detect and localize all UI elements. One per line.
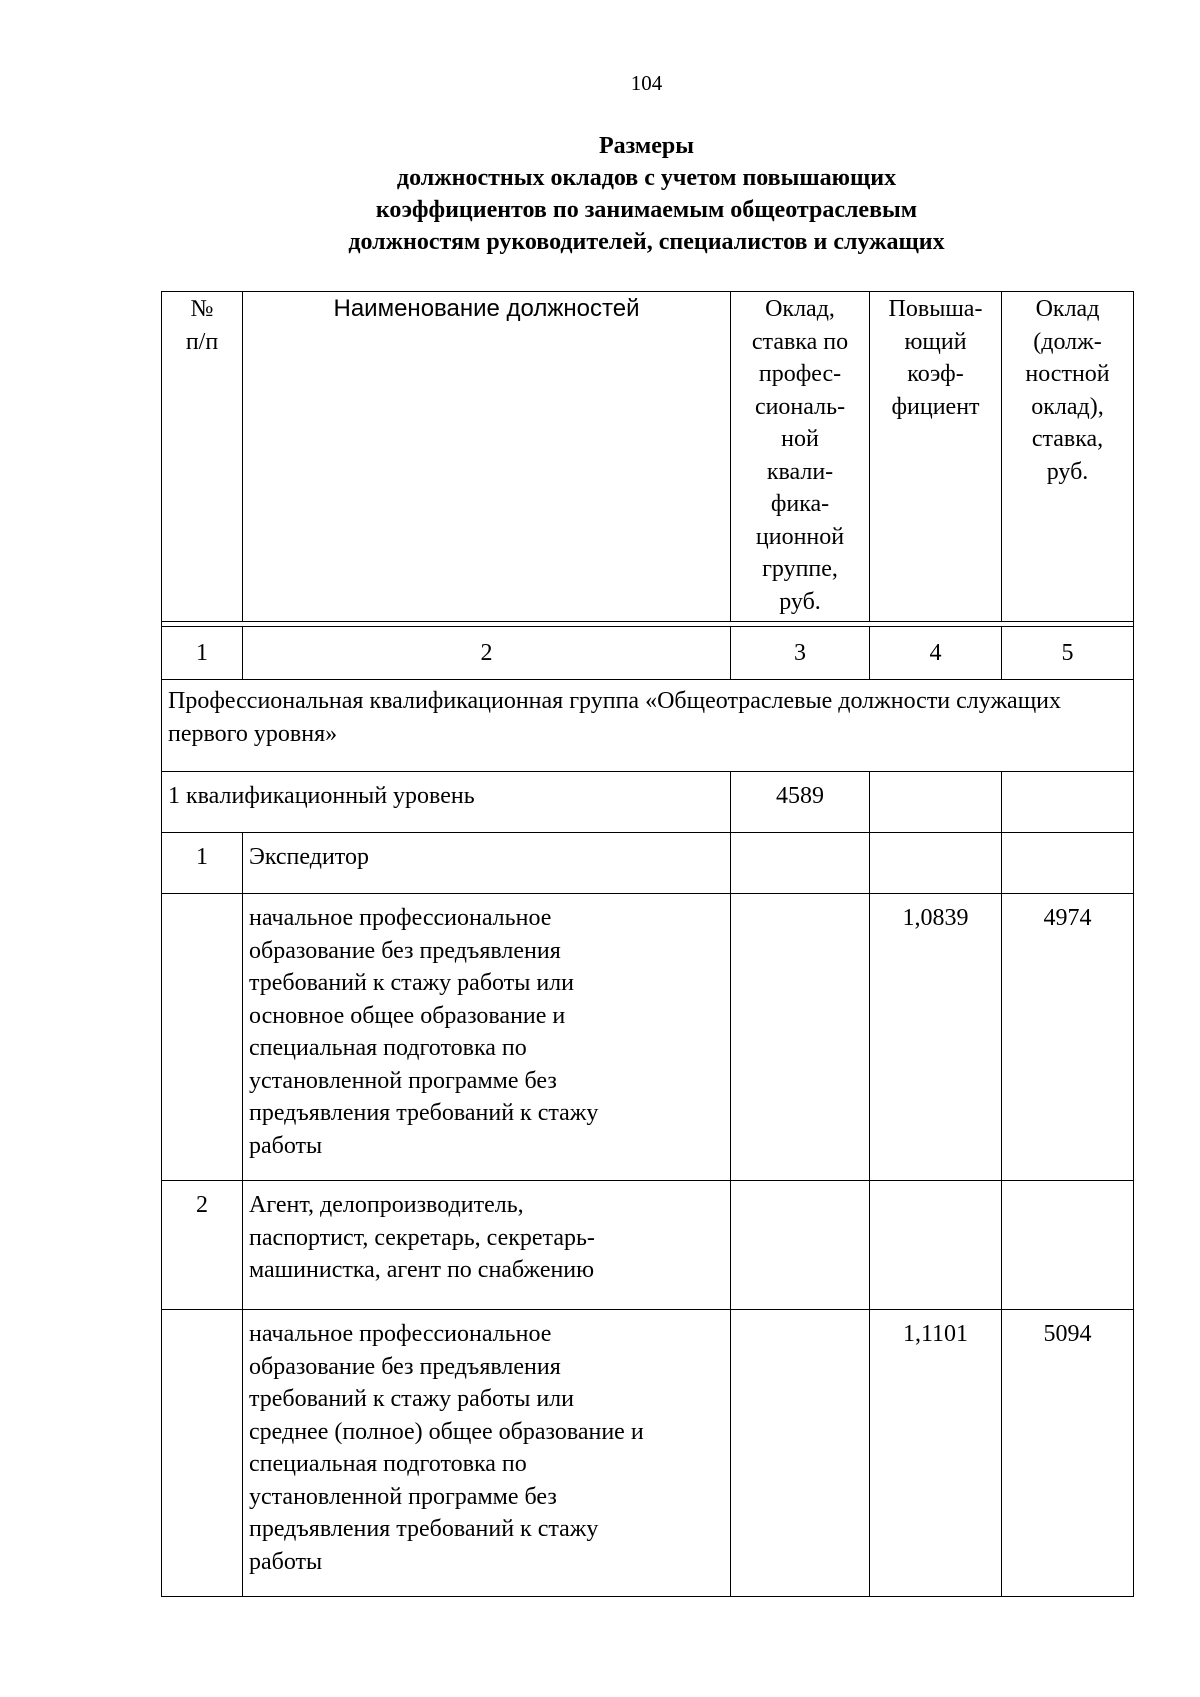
- header-line: квали-: [766, 458, 834, 485]
- position-name: [243, 1181, 731, 1310]
- header-line: группе,: [762, 556, 838, 582]
- requirement-line: предъявления требований к стажу: [249, 1100, 599, 1126]
- requirement-line: специальная подготовка по: [249, 1451, 527, 1477]
- position-final-salary: 5094: [1002, 1310, 1134, 1597]
- requirement-line: требований к стажу работы или: [249, 970, 574, 996]
- table-row: [162, 1310, 1134, 1597]
- empty-cell: [731, 1181, 870, 1310]
- empty-cell: [731, 894, 870, 1181]
- header-salary: [731, 292, 870, 622]
- empty-cell: [162, 894, 243, 1181]
- requirement-line: основное общее образование и: [249, 1002, 566, 1029]
- header-line: ставка,: [1031, 426, 1104, 452]
- header-line: руб.: [779, 588, 821, 615]
- header-line: руб.: [1046, 458, 1089, 485]
- column-number: 2: [243, 627, 731, 680]
- header-line: ставка по: [751, 328, 849, 355]
- header-name: Наименование должностей: [243, 292, 731, 622]
- header-line: сиональ-: [754, 393, 846, 420]
- position-name: Экспедитор: [243, 833, 731, 894]
- header-line: Оклад,: [765, 296, 835, 322]
- header-num: [162, 292, 243, 622]
- position-requirement: [243, 1310, 731, 1597]
- header-line: №: [190, 296, 214, 322]
- requirement-line: начальное профессиональное: [249, 1321, 552, 1347]
- empty-cell: [1002, 1181, 1134, 1310]
- level-label: 1 квалификационный уровень: [162, 772, 731, 833]
- level-salary: 4589: [731, 772, 870, 833]
- title-line: должностных окладов с учетом повышающих: [396, 165, 897, 191]
- header-line: ющий: [904, 328, 967, 355]
- title-line: Размеры: [598, 133, 695, 159]
- requirement-line: работы: [249, 1132, 323, 1159]
- title-line: должностям руководителей, специалистов и служащих: [348, 229, 945, 255]
- header-line: ционной: [755, 523, 845, 550]
- empty-cell: [731, 1310, 870, 1597]
- name-line: Агент, делопроизводитель,: [249, 1192, 524, 1218]
- header-line: (долж-: [1033, 328, 1102, 355]
- column-number: 3: [731, 627, 870, 680]
- requirement-line: специальная подготовка по: [249, 1035, 527, 1061]
- empty-cell: [1002, 833, 1134, 894]
- table-row: [162, 833, 1134, 894]
- header-line: ностной: [1025, 361, 1110, 387]
- position-requirement: [243, 894, 731, 1181]
- position-coefficient: 1,1101: [870, 1310, 1002, 1597]
- empty-cell: [731, 833, 870, 894]
- header-line: Повыша-: [888, 296, 983, 322]
- title-line: коэффициентов по занимаемым общеотраслевым: [375, 197, 918, 223]
- name-line: машинистка, агент по снабжению: [249, 1257, 595, 1283]
- column-number: 4: [870, 627, 1002, 680]
- requirement-line: установленной программе без: [249, 1483, 557, 1510]
- group-title: Профессиональная квалификационная группа «Общеотраслевые должности служащих первого уровня»: [162, 680, 1134, 772]
- header-coef: [870, 292, 1002, 622]
- position-coefficient: 1,0839: [870, 894, 1002, 1181]
- header-row: [162, 292, 1134, 622]
- requirement-line: требований к стажу работы или: [249, 1386, 574, 1412]
- requirement-line: образование без предъявления: [249, 937, 561, 964]
- table-row: [162, 1181, 1134, 1310]
- salary-table: [161, 291, 1134, 1597]
- group-row: [162, 680, 1134, 772]
- requirement-line: работы: [249, 1548, 323, 1575]
- header-line: п/п: [185, 328, 219, 355]
- header-line: ной: [781, 426, 819, 452]
- position-num: 2: [162, 1181, 243, 1310]
- empty-cell: [870, 772, 1002, 833]
- position-final-salary: 4974: [1002, 894, 1134, 1181]
- requirement-line: предъявления требований к стажу: [249, 1516, 599, 1542]
- level-row: [162, 772, 1134, 833]
- header-line: фика-: [770, 491, 830, 517]
- empty-cell: [162, 1310, 243, 1597]
- empty-cell: [870, 833, 1002, 894]
- table-row: [162, 894, 1134, 1181]
- document-title: [0, 130, 1200, 258]
- name-line: паспортист, секретарь, секретарь-: [249, 1224, 595, 1251]
- header-final: [1002, 292, 1134, 622]
- header-line: оклад),: [1031, 393, 1104, 420]
- header-line: профес-: [758, 361, 842, 387]
- requirement-line: установленной программе без: [249, 1067, 557, 1094]
- column-number-row: [162, 627, 1134, 680]
- position-num: 1: [162, 833, 243, 894]
- header-line: Оклад: [1035, 296, 1100, 322]
- empty-cell: [870, 1181, 1002, 1310]
- header-line: коэф-: [907, 361, 964, 387]
- empty-cell: [1002, 772, 1134, 833]
- column-number: 5: [1002, 627, 1134, 680]
- requirement-line: образование без предъявления: [249, 1353, 561, 1380]
- header-line: фициент: [891, 393, 980, 420]
- column-number: 1: [162, 627, 243, 680]
- requirement-line: начальное профессиональное: [249, 905, 552, 931]
- page-number: 104: [630, 71, 663, 95]
- requirement-line: среднее (полное) общее образование и: [249, 1418, 644, 1445]
